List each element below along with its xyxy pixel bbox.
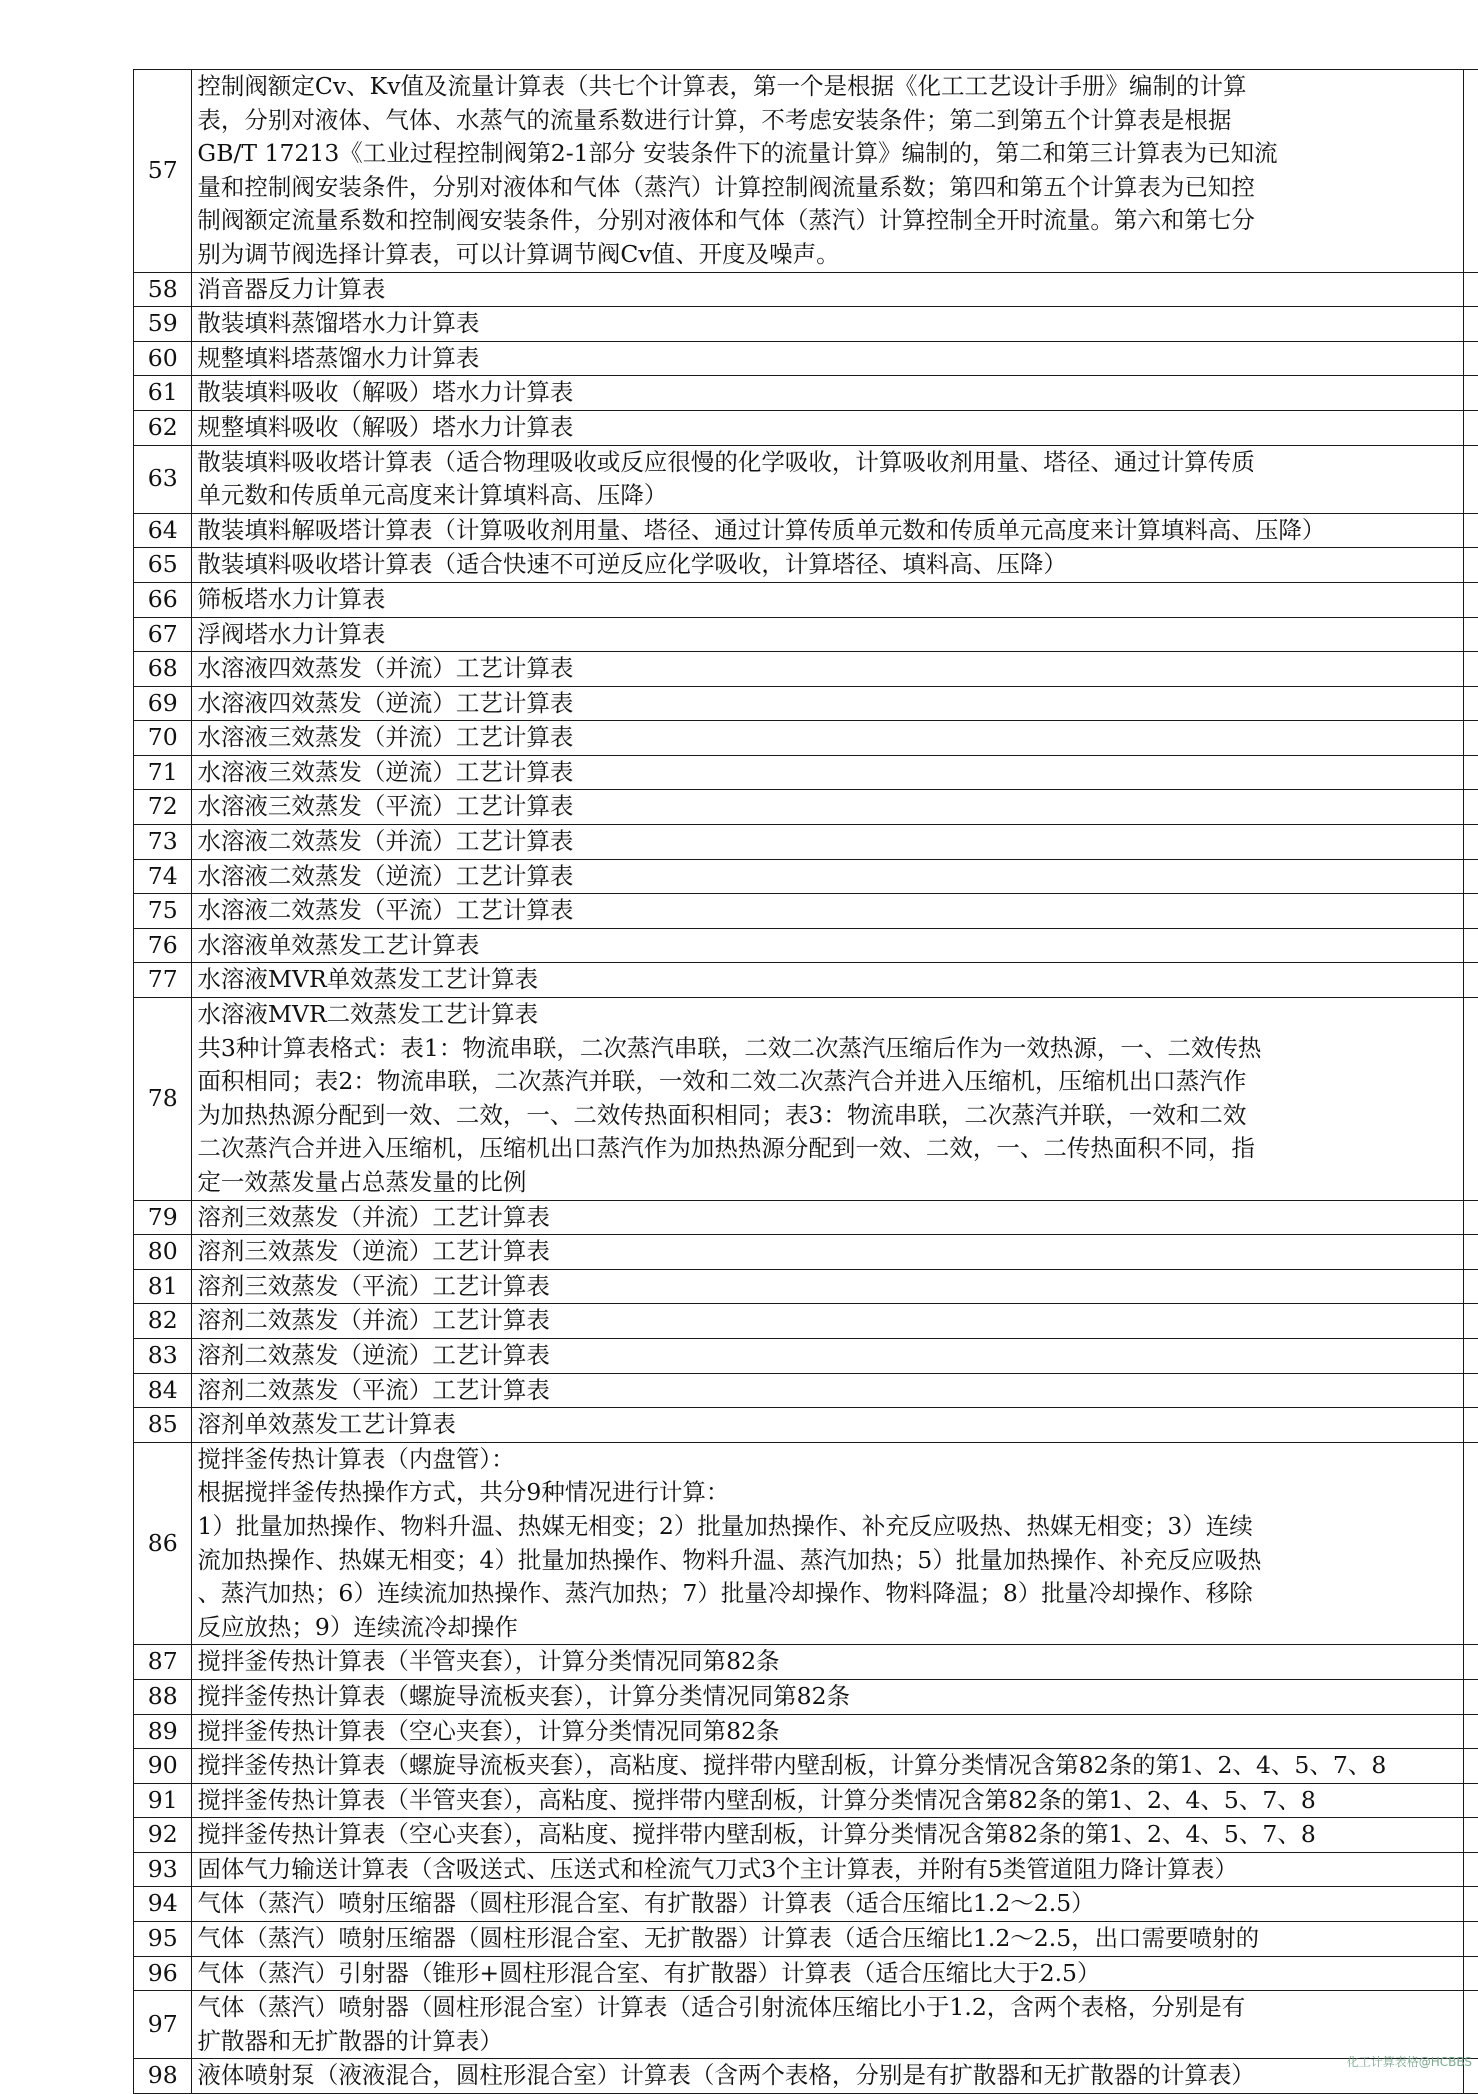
next-column-edge	[1463, 686, 1478, 721]
description-line: 反应放热；9）连续流冷却操作	[197, 1611, 1457, 1645]
next-column-edge	[1463, 998, 1478, 1201]
row-number: 82	[134, 1304, 192, 1339]
row-description	[192, 721, 1463, 756]
table-row	[134, 2059, 1478, 2094]
row-description	[192, 1200, 1463, 1235]
next-column-edge	[1463, 1887, 1478, 1922]
description-line: 规整填料塔蒸馏水力计算表	[197, 342, 1457, 376]
row-description	[192, 376, 1463, 411]
description-line: 搅拌釜传热计算表（空心夹套），高粘度、搅拌带内壁刮板，计算分类情况含第82条的第1、2、4、5、7、8	[197, 1818, 1457, 1852]
table-row	[134, 1852, 1478, 1887]
table-row	[134, 307, 1478, 342]
description-line: 二次蒸汽合并进入压缩机，压缩机出口蒸汽作为加热热源分配到一效、二效，一、二传热面积不同，指	[197, 1132, 1457, 1166]
row-number: 59	[134, 307, 192, 342]
row-description	[192, 1749, 1463, 1784]
description-line: 水溶液MVR单效蒸发工艺计算表	[197, 963, 1457, 997]
table-row	[134, 1749, 1478, 1784]
row-number: 79	[134, 1200, 192, 1235]
row-number: 75	[134, 894, 192, 929]
row-description	[192, 1852, 1463, 1887]
table-row	[134, 582, 1478, 617]
table-row	[134, 1956, 1478, 1991]
row-number: 71	[134, 755, 192, 790]
row-description	[192, 617, 1463, 652]
row-description	[192, 928, 1463, 963]
description-line: 溶剂三效蒸发（平流）工艺计算表	[197, 1270, 1457, 1304]
table-row	[134, 1783, 1478, 1818]
table-row	[134, 652, 1478, 687]
row-number: 86	[134, 1442, 192, 1645]
next-column-edge	[1463, 1442, 1478, 1645]
table-row	[134, 963, 1478, 998]
row-number: 85	[134, 1408, 192, 1443]
row-number: 76	[134, 928, 192, 963]
row-number: 97	[134, 1991, 192, 2059]
row-number: 98	[134, 2059, 192, 2094]
row-description	[192, 1956, 1463, 1991]
row-number: 96	[134, 1956, 192, 1991]
table-row	[134, 825, 1478, 860]
row-number: 63	[134, 445, 192, 513]
description-line: 表，分别对液体、气体、水蒸气的流量系数进行计算，不考虑安装条件；第二到第五个计算表是根据	[197, 104, 1457, 138]
description-line: 浮阀塔水力计算表	[197, 618, 1457, 652]
table-row	[134, 1442, 1478, 1645]
next-column-edge	[1463, 376, 1478, 411]
row-number: 73	[134, 825, 192, 860]
description-line: 水溶液MVR二效蒸发工艺计算表	[197, 998, 1457, 1032]
next-column-edge	[1463, 755, 1478, 790]
row-number: 93	[134, 1852, 192, 1887]
row-number: 62	[134, 410, 192, 445]
table-row	[134, 341, 1478, 376]
watermark: 化工计算表格@HCBBS	[1347, 2053, 1472, 2070]
row-description	[192, 272, 1463, 307]
table-row	[134, 376, 1478, 411]
description-line: 气体（蒸汽）喷射压缩器（圆柱形混合室、有扩散器）计算表（适合压缩比1.2～2.5）	[197, 1887, 1457, 1921]
row-number: 66	[134, 582, 192, 617]
table-row	[134, 1200, 1478, 1235]
description-line: 、蒸汽加热；6）连续流加热操作、蒸汽加热；7）批量冷却操作、物料降温；8）批量冷却操作、移除	[197, 1577, 1457, 1611]
description-line: 散装填料吸收塔计算表（适合快速不可逆反应化学吸收，计算塔径、填料高、压降）	[197, 548, 1457, 582]
description-line: 溶剂单效蒸发工艺计算表	[197, 1408, 1457, 1442]
description-line: 搅拌釜传热计算表（半管夹套），计算分类情况同第82条	[197, 1645, 1457, 1679]
row-description	[192, 548, 1463, 583]
description-line: 搅拌釜传热计算表（螺旋导流板夹套），计算分类情况同第82条	[197, 1680, 1457, 1714]
calculation-list-table	[133, 69, 1478, 2094]
next-column-edge	[1463, 963, 1478, 998]
table-row	[134, 548, 1478, 583]
description-line: 制阀额定流量系数和控制阀安装条件，分别对液体和气体（蒸汽）计算控制全开时流量。第六和第七分	[197, 204, 1457, 238]
table-row	[134, 1887, 1478, 1922]
row-description	[192, 1887, 1463, 1922]
description-line: 散装填料解吸塔计算表（计算吸收剂用量、塔径、通过计算传质单元数和传质单元高度来计算填料高、压降）	[197, 514, 1457, 548]
next-column-edge	[1463, 1235, 1478, 1270]
row-description	[192, 686, 1463, 721]
description-line: 定一效蒸发量占总蒸发量的比例	[197, 1166, 1457, 1200]
table-row	[134, 617, 1478, 652]
row-number: 70	[134, 721, 192, 756]
next-column-edge	[1463, 1679, 1478, 1714]
table-row	[134, 70, 1478, 273]
next-column-edge	[1463, 410, 1478, 445]
description-line: 面积相同；表2：物流串联，二次蒸汽并联，一效和二效二次蒸汽合并进入压缩机，压缩机出口蒸汽作	[197, 1065, 1457, 1099]
next-column-edge	[1463, 1200, 1478, 1235]
row-description	[192, 1408, 1463, 1443]
description-line: 搅拌釜传热计算表（内盘管）：	[197, 1443, 1457, 1477]
table-row	[134, 790, 1478, 825]
row-number: 90	[134, 1749, 192, 1784]
table-row	[134, 513, 1478, 548]
table-row	[134, 1645, 1478, 1680]
next-column-edge	[1463, 721, 1478, 756]
next-column-edge	[1463, 341, 1478, 376]
row-description	[192, 1304, 1463, 1339]
next-column-edge	[1463, 894, 1478, 929]
row-description	[192, 1714, 1463, 1749]
row-number: 87	[134, 1645, 192, 1680]
description-line: 溶剂三效蒸发（逆流）工艺计算表	[197, 1235, 1457, 1269]
description-line: 溶剂二效蒸发（并流）工艺计算表	[197, 1304, 1457, 1338]
row-description	[192, 963, 1463, 998]
description-line: 水溶液单效蒸发工艺计算表	[197, 929, 1457, 963]
table-row	[134, 1991, 1478, 2059]
row-number: 72	[134, 790, 192, 825]
row-description	[192, 513, 1463, 548]
description-line: 搅拌釜传热计算表（半管夹套），高粘度、搅拌带内壁刮板，计算分类情况含第82条的第1、2、4、5、7、8	[197, 1784, 1457, 1818]
description-line: 散装填料吸收塔计算表（适合物理吸收或反应很慢的化学吸收，计算吸收剂用量、塔径、通过计算传质	[197, 446, 1457, 480]
row-number: 74	[134, 859, 192, 894]
row-number: 91	[134, 1783, 192, 1818]
row-number: 80	[134, 1235, 192, 1270]
description-line: 水溶液四效蒸发（并流）工艺计算表	[197, 652, 1457, 686]
row-description	[192, 582, 1463, 617]
description-line: 气体（蒸汽）喷射器（圆柱形混合室）计算表（适合引射流体压缩比小于1.2，含两个表格，分别是有	[197, 1991, 1457, 2025]
next-column-edge	[1463, 307, 1478, 342]
row-number: 81	[134, 1269, 192, 1304]
next-column-edge	[1463, 1304, 1478, 1339]
next-column-edge	[1463, 1818, 1478, 1853]
row-number: 78	[134, 998, 192, 1201]
row-description	[192, 790, 1463, 825]
row-description	[192, 1645, 1463, 1680]
next-column-edge	[1463, 1991, 1478, 2059]
row-description	[192, 1818, 1463, 1853]
description-line: 搅拌釜传热计算表（空心夹套），计算分类情况同第82条	[197, 1715, 1457, 1749]
row-description	[192, 1991, 1463, 2059]
description-line: 扩散器和无扩散器的计算表）	[197, 2025, 1457, 2059]
row-description	[192, 341, 1463, 376]
table-row	[134, 1818, 1478, 1853]
next-column-edge	[1463, 1922, 1478, 1957]
description-line: 水溶液二效蒸发（逆流）工艺计算表	[197, 860, 1457, 894]
row-description	[192, 859, 1463, 894]
description-line: 水溶液二效蒸发（平流）工艺计算表	[197, 894, 1457, 928]
row-number: 68	[134, 652, 192, 687]
row-number: 94	[134, 1887, 192, 1922]
row-description	[192, 1783, 1463, 1818]
table-row	[134, 410, 1478, 445]
table-row	[134, 1235, 1478, 1270]
description-line: 水溶液三效蒸发（并流）工艺计算表	[197, 721, 1457, 755]
row-number: 65	[134, 548, 192, 583]
row-description	[192, 1922, 1463, 1957]
table-row	[134, 1338, 1478, 1373]
table-row	[134, 445, 1478, 513]
description-line: 单元数和传质单元高度来计算填料高、压降）	[197, 479, 1457, 513]
description-line: 别为调节阀选择计算表，可以计算调节阀Cv值、开度及噪声。	[197, 238, 1457, 272]
description-line: 水溶液三效蒸发（逆流）工艺计算表	[197, 756, 1457, 790]
description-line: 水溶液四效蒸发（逆流）工艺计算表	[197, 687, 1457, 721]
description-line: 液体喷射泵（液液混合，圆柱形混合室）计算表（含两个表格，分别是有扩散器和无扩散器的计算表）	[197, 2059, 1457, 2093]
next-column-edge	[1463, 1269, 1478, 1304]
description-line: 筛板塔水力计算表	[197, 583, 1457, 617]
next-column-edge	[1463, 859, 1478, 894]
table-row	[134, 1269, 1478, 1304]
row-description	[192, 998, 1463, 1201]
next-column-edge	[1463, 445, 1478, 513]
row-number: 64	[134, 513, 192, 548]
row-number: 57	[134, 70, 192, 273]
next-column-edge	[1463, 1714, 1478, 1749]
next-column-edge	[1463, 70, 1478, 273]
table-row	[134, 1922, 1478, 1957]
row-number: 89	[134, 1714, 192, 1749]
description-line: 1）批量加热操作、物料升温、热媒无相变；2）批量加热操作、补充反应吸热、热媒无相变；3）连续	[197, 1510, 1457, 1544]
next-column-edge	[1463, 1373, 1478, 1408]
next-column-edge	[1463, 1645, 1478, 1680]
row-description	[192, 410, 1463, 445]
description-line: 散装填料吸收（解吸）塔水力计算表	[197, 376, 1457, 410]
description-line: GB/T 17213《工业过程控制阀第2-1部分 安装条件下的流量计算》编制的，第二和第三计算表为已知流	[197, 137, 1457, 171]
row-description	[192, 2059, 1463, 2094]
row-number: 60	[134, 341, 192, 376]
description-line: 水溶液二效蒸发（并流）工艺计算表	[197, 825, 1457, 859]
row-description	[192, 825, 1463, 860]
table-row	[134, 928, 1478, 963]
table-row	[134, 686, 1478, 721]
row-description	[192, 1269, 1463, 1304]
description-line: 量和控制阀安装条件，分别对液体和气体（蒸汽）计算控制阀流量系数；第四和第五个计算表为已知控	[197, 171, 1457, 205]
table-row	[134, 859, 1478, 894]
row-description	[192, 652, 1463, 687]
row-number: 88	[134, 1679, 192, 1714]
description-line: 为加热热源分配到一效、二效，一、二效传热面积相同；表3：物流串联，二次蒸汽并联，一效和二效	[197, 1099, 1457, 1133]
next-column-edge	[1463, 548, 1478, 583]
row-description	[192, 894, 1463, 929]
description-line: 规整填料吸收（解吸）塔水力计算表	[197, 411, 1457, 445]
row-number: 92	[134, 1818, 192, 1853]
next-column-edge	[1463, 1783, 1478, 1818]
description-line: 消音器反力计算表	[197, 273, 1457, 307]
row-description	[192, 1373, 1463, 1408]
row-description	[192, 755, 1463, 790]
row-description	[192, 70, 1463, 273]
table-body	[134, 70, 1478, 2094]
next-column-edge	[1463, 790, 1478, 825]
description-line: 根据搅拌釜传热操作方式，共分9种情况进行计算：	[197, 1476, 1457, 1510]
next-column-edge	[1463, 1408, 1478, 1443]
table-row	[134, 998, 1478, 1201]
next-column-edge	[1463, 928, 1478, 963]
description-line: 气体（蒸汽）引射器（锥形+圆柱形混合室、有扩散器）计算表（适合压缩比大于2.5）	[197, 1957, 1457, 1991]
row-description	[192, 307, 1463, 342]
description-line: 溶剂二效蒸发（平流）工艺计算表	[197, 1374, 1457, 1408]
table-row	[134, 894, 1478, 929]
next-column-edge	[1463, 825, 1478, 860]
table-row	[134, 755, 1478, 790]
row-number: 61	[134, 376, 192, 411]
row-description	[192, 1235, 1463, 1270]
next-column-edge	[1463, 617, 1478, 652]
table-row	[134, 1373, 1478, 1408]
row-number: 77	[134, 963, 192, 998]
row-description	[192, 1679, 1463, 1714]
row-number: 58	[134, 272, 192, 307]
description-line: 散装填料蒸馏塔水力计算表	[197, 307, 1457, 341]
next-column-edge	[1463, 272, 1478, 307]
table-row	[134, 1679, 1478, 1714]
description-line: 共3种计算表格式：表1：物流串联，二次蒸汽串联，二效二次蒸汽压缩后作为一效热源，一、二效传热	[197, 1032, 1457, 1066]
description-line: 溶剂三效蒸发（并流）工艺计算表	[197, 1201, 1457, 1235]
table-row	[134, 721, 1478, 756]
description-line: 固体气力输送计算表（含吸送式、压送式和栓流气刀式3个主计算表，并附有5类管道阻力降计算表）	[197, 1853, 1457, 1887]
table-row	[134, 1714, 1478, 1749]
description-line: 搅拌釜传热计算表（螺旋导流板夹套），高粘度、搅拌带内壁刮板，计算分类情况含第82条的第1、2、4、5、7、8	[197, 1749, 1457, 1783]
next-column-edge	[1463, 652, 1478, 687]
next-column-edge	[1463, 1749, 1478, 1784]
table-row	[134, 272, 1478, 307]
table-row	[134, 1304, 1478, 1339]
next-column-edge	[1463, 1956, 1478, 1991]
table-row	[134, 1408, 1478, 1443]
row-number: 83	[134, 1338, 192, 1373]
description-line: 水溶液三效蒸发（平流）工艺计算表	[197, 790, 1457, 824]
next-column-edge	[1463, 582, 1478, 617]
next-column-edge	[1463, 513, 1478, 548]
next-column-edge	[1463, 1338, 1478, 1373]
description-line: 溶剂二效蒸发（逆流）工艺计算表	[197, 1339, 1457, 1373]
row-description	[192, 1338, 1463, 1373]
row-number: 69	[134, 686, 192, 721]
row-description	[192, 1442, 1463, 1645]
row-number: 67	[134, 617, 192, 652]
next-column-edge	[1463, 1852, 1478, 1887]
row-number: 84	[134, 1373, 192, 1408]
description-line: 控制阀额定Cv、Kv值及流量计算表（共七个计算表，第一个是根据《化工工艺设计手册》编制的计算	[197, 70, 1457, 104]
row-description	[192, 445, 1463, 513]
row-number: 95	[134, 1922, 192, 1957]
description-line: 流加热操作、热媒无相变；4）批量加热操作、物料升温、蒸汽加热；5）批量加热操作、补充反应吸热	[197, 1544, 1457, 1578]
description-line: 气体（蒸汽）喷射压缩器（圆柱形混合室、无扩散器）计算表（适合压缩比1.2～2.5，出口需要喷射的	[197, 1922, 1457, 1956]
